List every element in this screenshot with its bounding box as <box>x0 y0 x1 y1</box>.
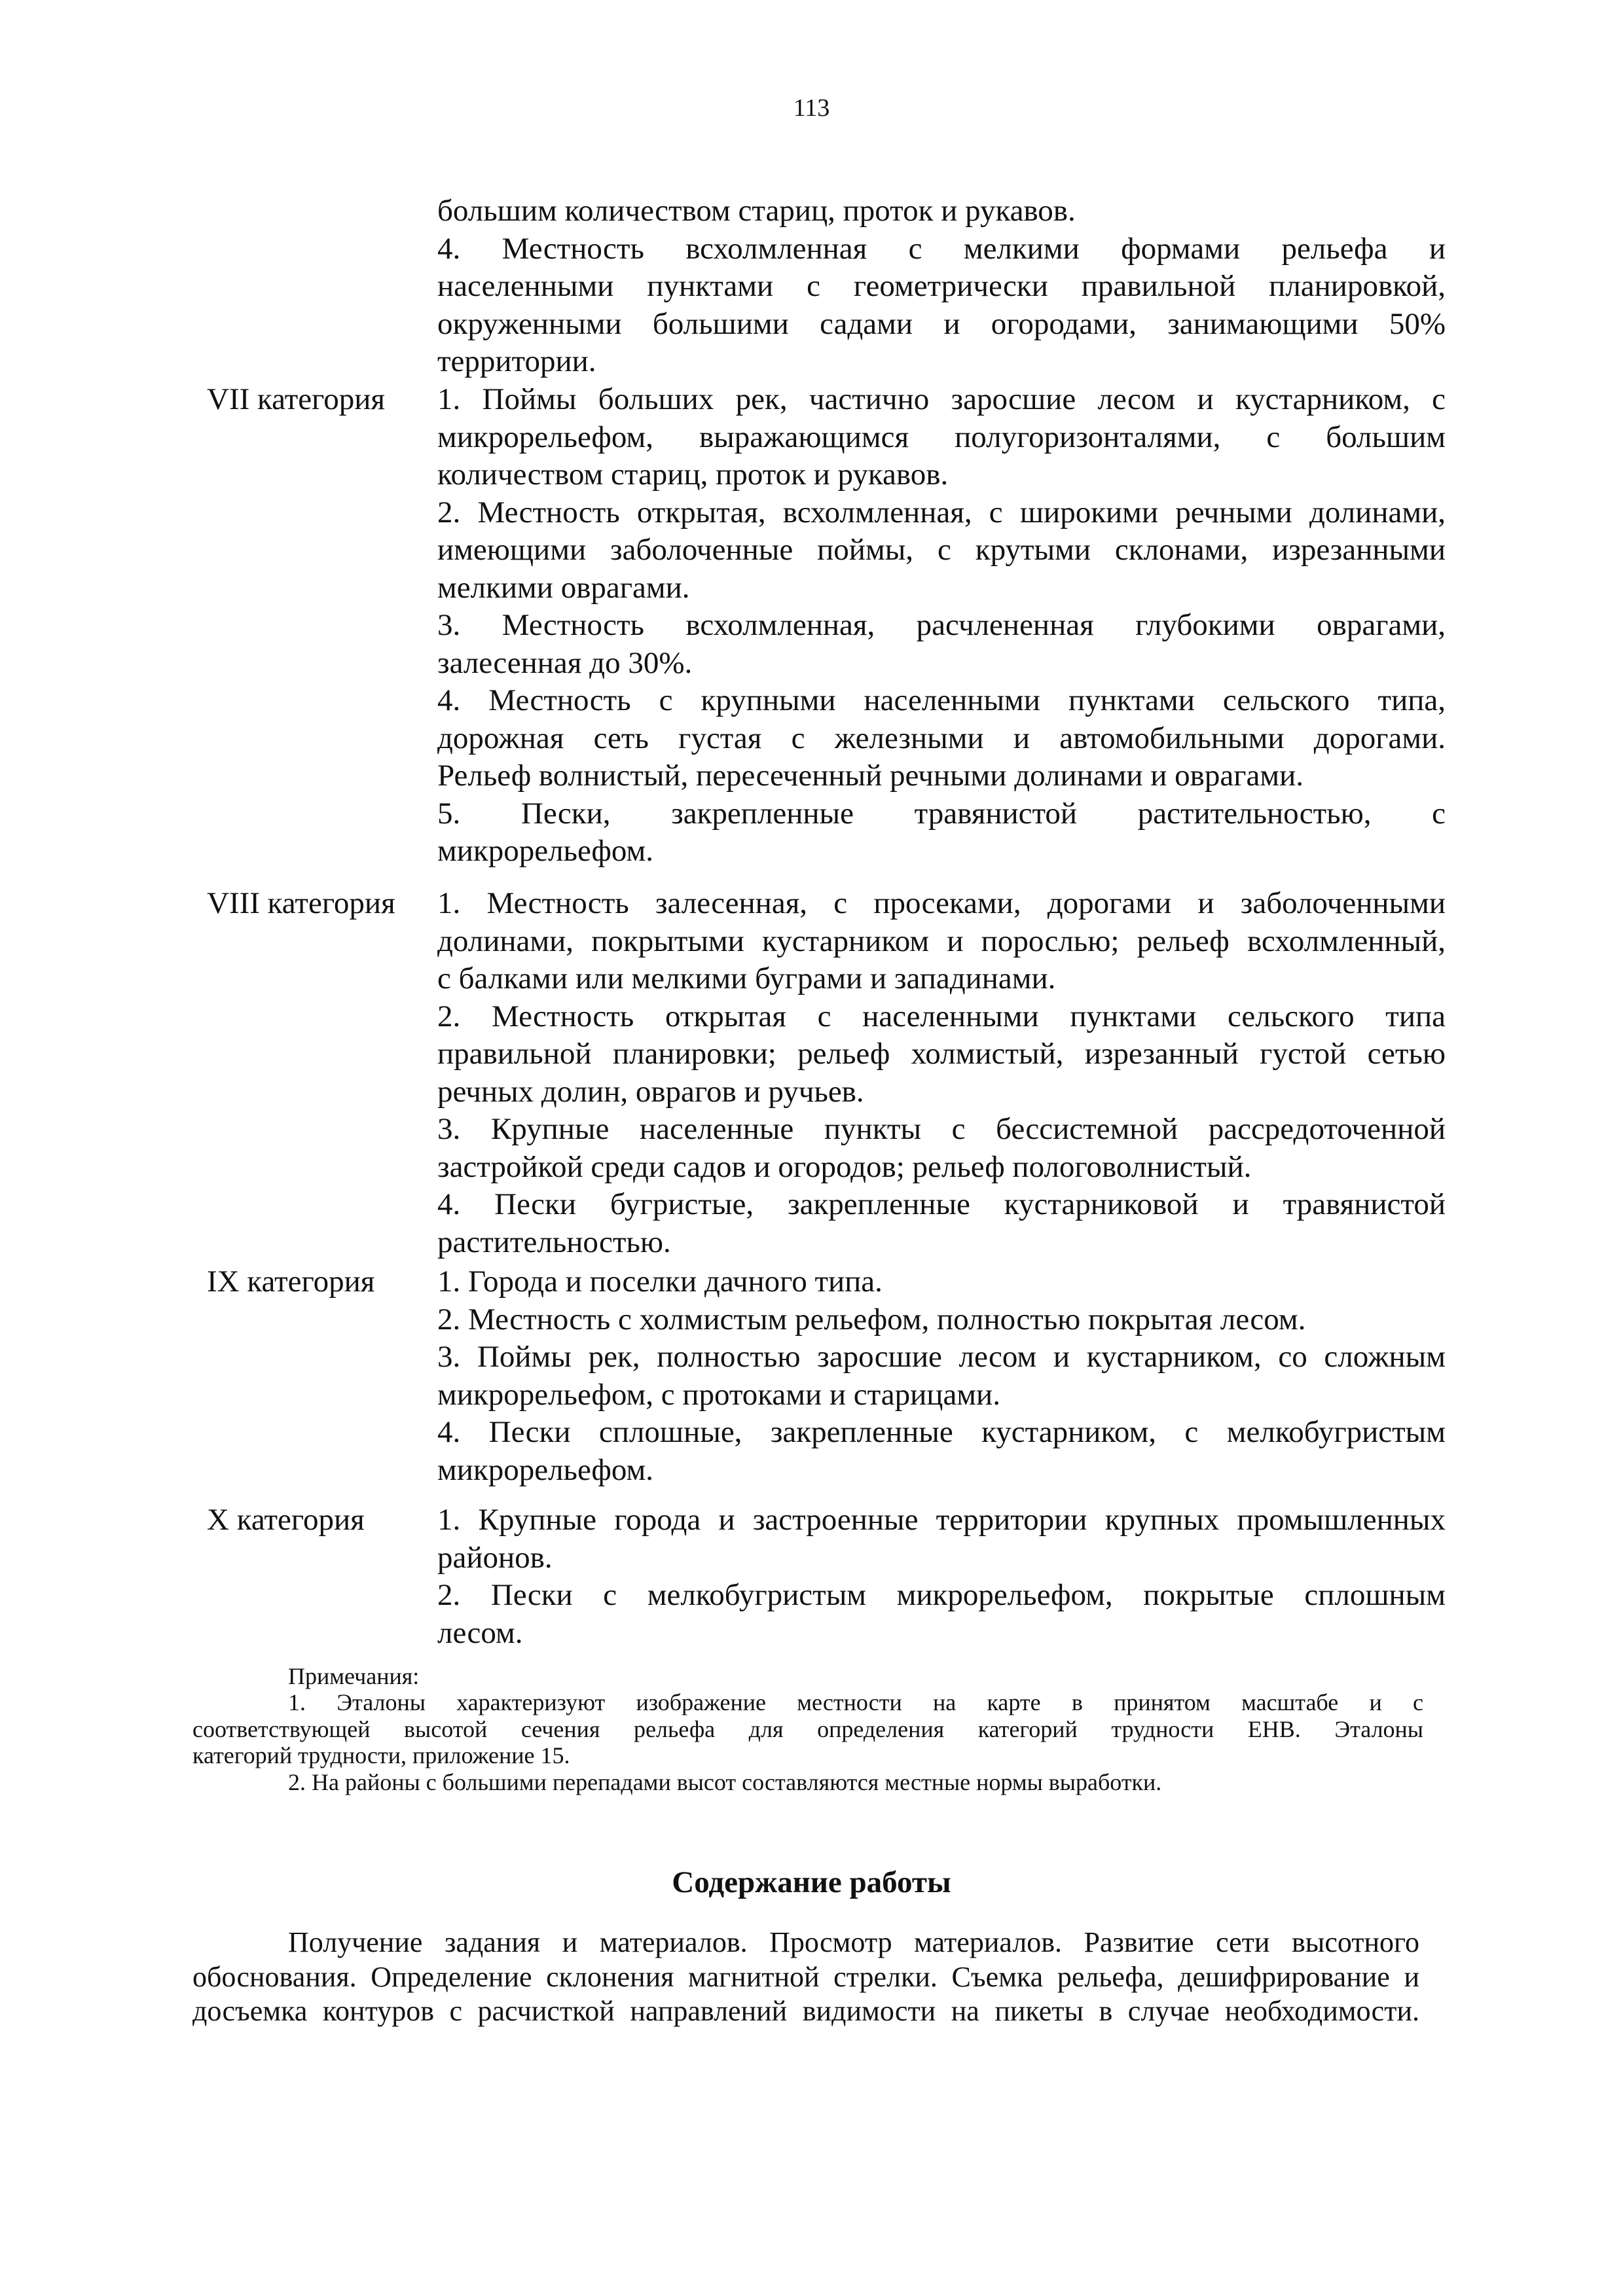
text-line: населенными пунктами с геометрически правильной планировкой, <box>437 269 1446 303</box>
category-item <box>437 607 1446 682</box>
text-line: большим количеством стариц, проток и рукавов. <box>437 194 1076 228</box>
category-items <box>437 381 1446 870</box>
text-line: 1. Эталоны характеризуют изображение местности на карте в принятом масштабе и с <box>288 1689 1423 1715</box>
text-line: микрорельефом. <box>437 1452 653 1487</box>
text-line: правильной планировки; рельеф холмистый, изрезанный густой сетью <box>437 1037 1446 1071</box>
note-2: 2. На районы с большими перепадами высот составляются местные нормы выработки. <box>288 1769 1162 1795</box>
section-title: Содержание работы <box>672 1865 951 1899</box>
notes-block <box>192 1663 1423 1801</box>
continuation-item-4 <box>437 230 1446 381</box>
notes-title: Примечания: <box>288 1663 420 1689</box>
category-item <box>437 381 1446 494</box>
category-item <box>437 1263 1446 1301</box>
text-line: речных долин, оврагов и ручьев. <box>437 1074 864 1109</box>
category-item <box>437 1501 1446 1577</box>
category-item <box>437 885 1446 998</box>
text-line: залесенная до 30%. <box>437 645 693 680</box>
text-line: досъемка контуров с расчисткой направлений видимости на пикеты в случае необходимости. <box>192 1995 1419 2027</box>
category-item <box>437 1577 1446 1652</box>
category-item <box>437 682 1446 795</box>
category-items <box>437 1263 1446 1489</box>
text-line: Получение задания и материалов. Просмотр материалов. Развитие сети высотного <box>288 1926 1419 1958</box>
page-number: 113 <box>793 94 830 122</box>
text-line: с балками или мелкими буграми и западинами. <box>437 961 1056 996</box>
text-line: 3. Поймы рек, полностью заросшие лесом и кустарником, со сложным <box>437 1340 1446 1374</box>
continuation-block <box>437 192 1446 381</box>
category-label: X категория <box>207 1503 365 1537</box>
category-item <box>437 1186 1446 1261</box>
category-item <box>437 1338 1446 1414</box>
text-line: 3. Местность всхолмленная, расчлененная глубокими оврагами, <box>437 608 1446 642</box>
text-line: 4. Местность с крупными населенными пунктами сельского типа, <box>437 683 1446 717</box>
continuation-text <box>437 192 1446 230</box>
text-line: обоснования. Определение склонения магнитной стрелки. Съемка рельефа, дешифрирование и <box>192 1960 1419 1993</box>
text-line: районов. <box>437 1540 553 1575</box>
text-line: 1. Города и поселки дачного типа. <box>437 1265 883 1299</box>
text-line: микрорельефом, выражающимся полугоризонталями, с большим <box>437 420 1446 454</box>
text-line: 4. Местность всхолмленная с мелкими формами рельефа и <box>437 231 1446 266</box>
text-line: окруженными большими садами и огородами, занимающими 50% <box>437 306 1446 341</box>
text-line: территории. <box>437 344 596 378</box>
text-line: застройкой среди садов и огородов; рельеф пологоволнистый. <box>437 1149 1252 1184</box>
text-line: дорожная сеть густая с железными и автомобильными дорогами. <box>437 721 1446 755</box>
text-line: 1. Поймы больших рек, частично заросшие лесом и кустарником, с <box>437 382 1446 416</box>
text-line: 2. Местность открытая, всхолмленная, с широкими речными долинами, <box>437 495 1446 529</box>
text-line: соответствующей высотой сечения рельефа для определения категорий трудности ЕНВ. Эталоны <box>192 1715 1423 1742</box>
text-line: 2. Местность с холмистым рельефом, полностью покрытая лесом. <box>437 1302 1306 1336</box>
text-line: 4. Пески бугристые, закрепленные кустарниковой и травянистой <box>437 1187 1446 1221</box>
text-line: категорий трудности, приложение 15. <box>192 1742 570 1768</box>
text-line: количеством стариц, проток и рукавов. <box>437 457 949 492</box>
note-1 <box>192 1689 1423 1769</box>
text-line: мелкими оврагами. <box>437 570 690 605</box>
category-item <box>437 1301 1446 1339</box>
text-line: лесом. <box>437 1615 523 1650</box>
category-item <box>437 795 1446 870</box>
category-items <box>437 885 1446 1261</box>
text-line: 1. Крупные города и застроенные территории крупных промышленных <box>437 1503 1446 1537</box>
text-line: 5. Пески, закрепленные травянистой растительностью, с <box>437 796 1446 831</box>
category-item <box>437 494 1446 607</box>
category-item <box>437 1414 1446 1489</box>
category-item <box>437 998 1446 1111</box>
text-line: Рельеф волнистый, пересеченный речными долинами и оврагами. <box>437 759 1304 793</box>
text-line: долинами, покрытыми кустарником и порослью; рельеф всхолмленный, <box>437 924 1446 958</box>
text-line: 2. Пески с мелкобугристым микрорельефом, покрытые сплошным <box>437 1578 1446 1612</box>
category-label: VII категория <box>207 382 386 416</box>
category-item <box>437 1111 1446 1186</box>
category-label: VIII категория <box>207 886 395 920</box>
text-line: 1. Местность залесенная, с просеками, дорогами и заболоченными <box>437 886 1446 920</box>
text-line: 3. Крупные населенные пункты с бессистемной рассредоточенной <box>437 1112 1446 1146</box>
text-line: имеющими заболоченные поймы, с крутыми склонами, изрезанными <box>437 533 1446 567</box>
text-line: 4. Пески сплошные, закрепленные кустарником, с мелкобугристым <box>437 1415 1446 1449</box>
text-line: микрорельефом, с протоками и старицами. <box>437 1377 1000 1412</box>
text-line: 2. Местность открытая с населенными пунктами сельского типа <box>437 999 1446 1033</box>
text-line: растительностью. <box>437 1225 671 1259</box>
section-paragraph <box>192 1926 1419 2029</box>
category-items <box>437 1501 1446 1652</box>
category-label: IX категория <box>207 1265 375 1299</box>
text-line: микрорельефом. <box>437 834 653 868</box>
